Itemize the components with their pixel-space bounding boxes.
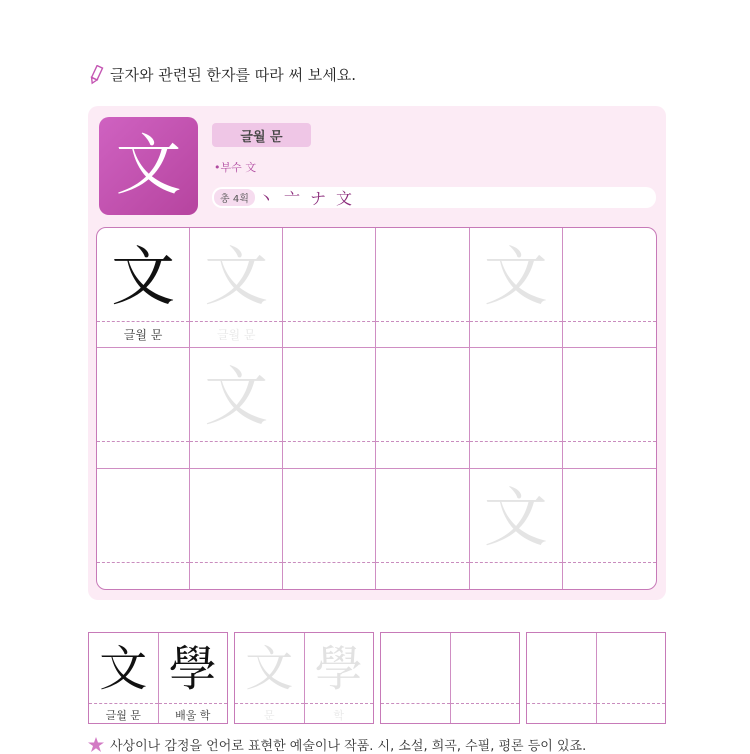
guide-line	[381, 703, 450, 704]
word-cell[interactable]	[235, 633, 305, 723]
stroke-count-label: 총 4획	[214, 189, 255, 206]
instruction-line	[88, 64, 356, 85]
guide-line	[97, 321, 189, 322]
stroke-step: 亠	[284, 189, 301, 208]
practice-cell[interactable]	[283, 348, 376, 468]
practice-cell[interactable]	[97, 348, 190, 468]
practice-char: 文	[483, 241, 548, 315]
practice-char: 文	[483, 481, 548, 556]
guide-line	[89, 703, 158, 704]
guide-line	[563, 321, 656, 322]
guide-line	[190, 562, 282, 563]
word-group	[380, 632, 520, 724]
stroke-order-steps	[258, 187, 352, 208]
practice-cell[interactable]	[190, 469, 283, 589]
guide-line	[527, 703, 596, 704]
pencil-icon	[88, 65, 104, 85]
guide-line	[470, 321, 562, 322]
guide-line	[563, 441, 656, 442]
word-cell[interactable]	[597, 633, 666, 723]
practice-cell[interactable]	[470, 348, 563, 468]
word-label: 배울 학	[175, 709, 211, 722]
word-label: 글월 문	[105, 709, 141, 722]
practice-char: 文	[204, 361, 269, 436]
definition-line	[88, 735, 586, 754]
meaning-sound-tag: 글월 문	[212, 123, 311, 147]
word-group	[526, 632, 666, 724]
guide-line	[97, 441, 189, 442]
guide-line	[470, 562, 562, 563]
practice-cell[interactable]	[190, 228, 283, 348]
word-group	[88, 632, 228, 724]
word-cell[interactable]	[159, 633, 228, 723]
guide-line	[376, 321, 468, 322]
practice-label: 글월 문	[216, 328, 256, 342]
word-group	[234, 632, 374, 724]
guide-line	[376, 441, 468, 442]
guide-line	[597, 703, 666, 704]
guide-line	[190, 321, 282, 322]
guide-line	[470, 441, 562, 442]
practice-cell[interactable]	[190, 348, 283, 468]
word-cell[interactable]	[89, 633, 159, 723]
guide-line	[190, 441, 282, 442]
practice-char: 文	[204, 241, 269, 315]
guide-line	[376, 562, 468, 563]
word-cell[interactable]	[527, 633, 597, 723]
practice-cell[interactable]	[470, 228, 563, 348]
practice-cell[interactable]	[283, 228, 376, 348]
word-char: 文	[99, 641, 148, 697]
hanja-large-char: 文	[115, 127, 182, 204]
word-char: 文	[245, 641, 294, 697]
definition-text: 사상이나 감정을 언어로 표현한 예술이나 작품. 시, 소설, 희곡, 수필, 평론 등이 있죠.	[110, 739, 587, 754]
guide-line	[283, 562, 375, 563]
practice-label: 글월 문	[123, 328, 163, 342]
guide-line	[97, 562, 189, 563]
guide-line	[563, 562, 656, 563]
word-cell[interactable]	[305, 633, 374, 723]
stroke-step: 丶	[258, 189, 275, 208]
practice-cell[interactable]	[563, 348, 656, 468]
practice-cell[interactable]	[97, 469, 190, 589]
radical-label: •부수 文	[214, 161, 257, 174]
guide-line	[159, 703, 228, 704]
guide-line	[283, 441, 375, 442]
stroke-step: ナ	[310, 189, 327, 208]
word-label: 학	[333, 709, 345, 722]
word-char: 學	[168, 641, 217, 697]
word-cell[interactable]	[451, 633, 520, 723]
guide-line	[305, 703, 374, 704]
stroke-step: 文	[336, 189, 353, 208]
practice-cell[interactable]	[283, 469, 376, 589]
guide-line	[235, 703, 304, 704]
word-cell[interactable]	[381, 633, 451, 723]
practice-cell[interactable]	[376, 228, 469, 348]
practice-cell[interactable]	[470, 469, 563, 589]
word-char: 學	[314, 641, 363, 697]
practice-cell[interactable]	[376, 469, 469, 589]
instruction-text: 글자와 관련된 한자를 따라 써 보세요.	[110, 66, 356, 84]
guide-line	[451, 703, 520, 704]
practice-cell[interactable]	[376, 348, 469, 468]
practice-cell[interactable]	[97, 228, 190, 348]
practice-cell[interactable]	[563, 228, 656, 348]
hanja-display-box	[99, 117, 198, 215]
practice-char: 文	[111, 241, 176, 315]
practice-cell[interactable]	[563, 469, 656, 589]
word-label: 문	[263, 709, 275, 722]
practice-grid	[96, 227, 657, 590]
guide-line	[283, 321, 375, 322]
